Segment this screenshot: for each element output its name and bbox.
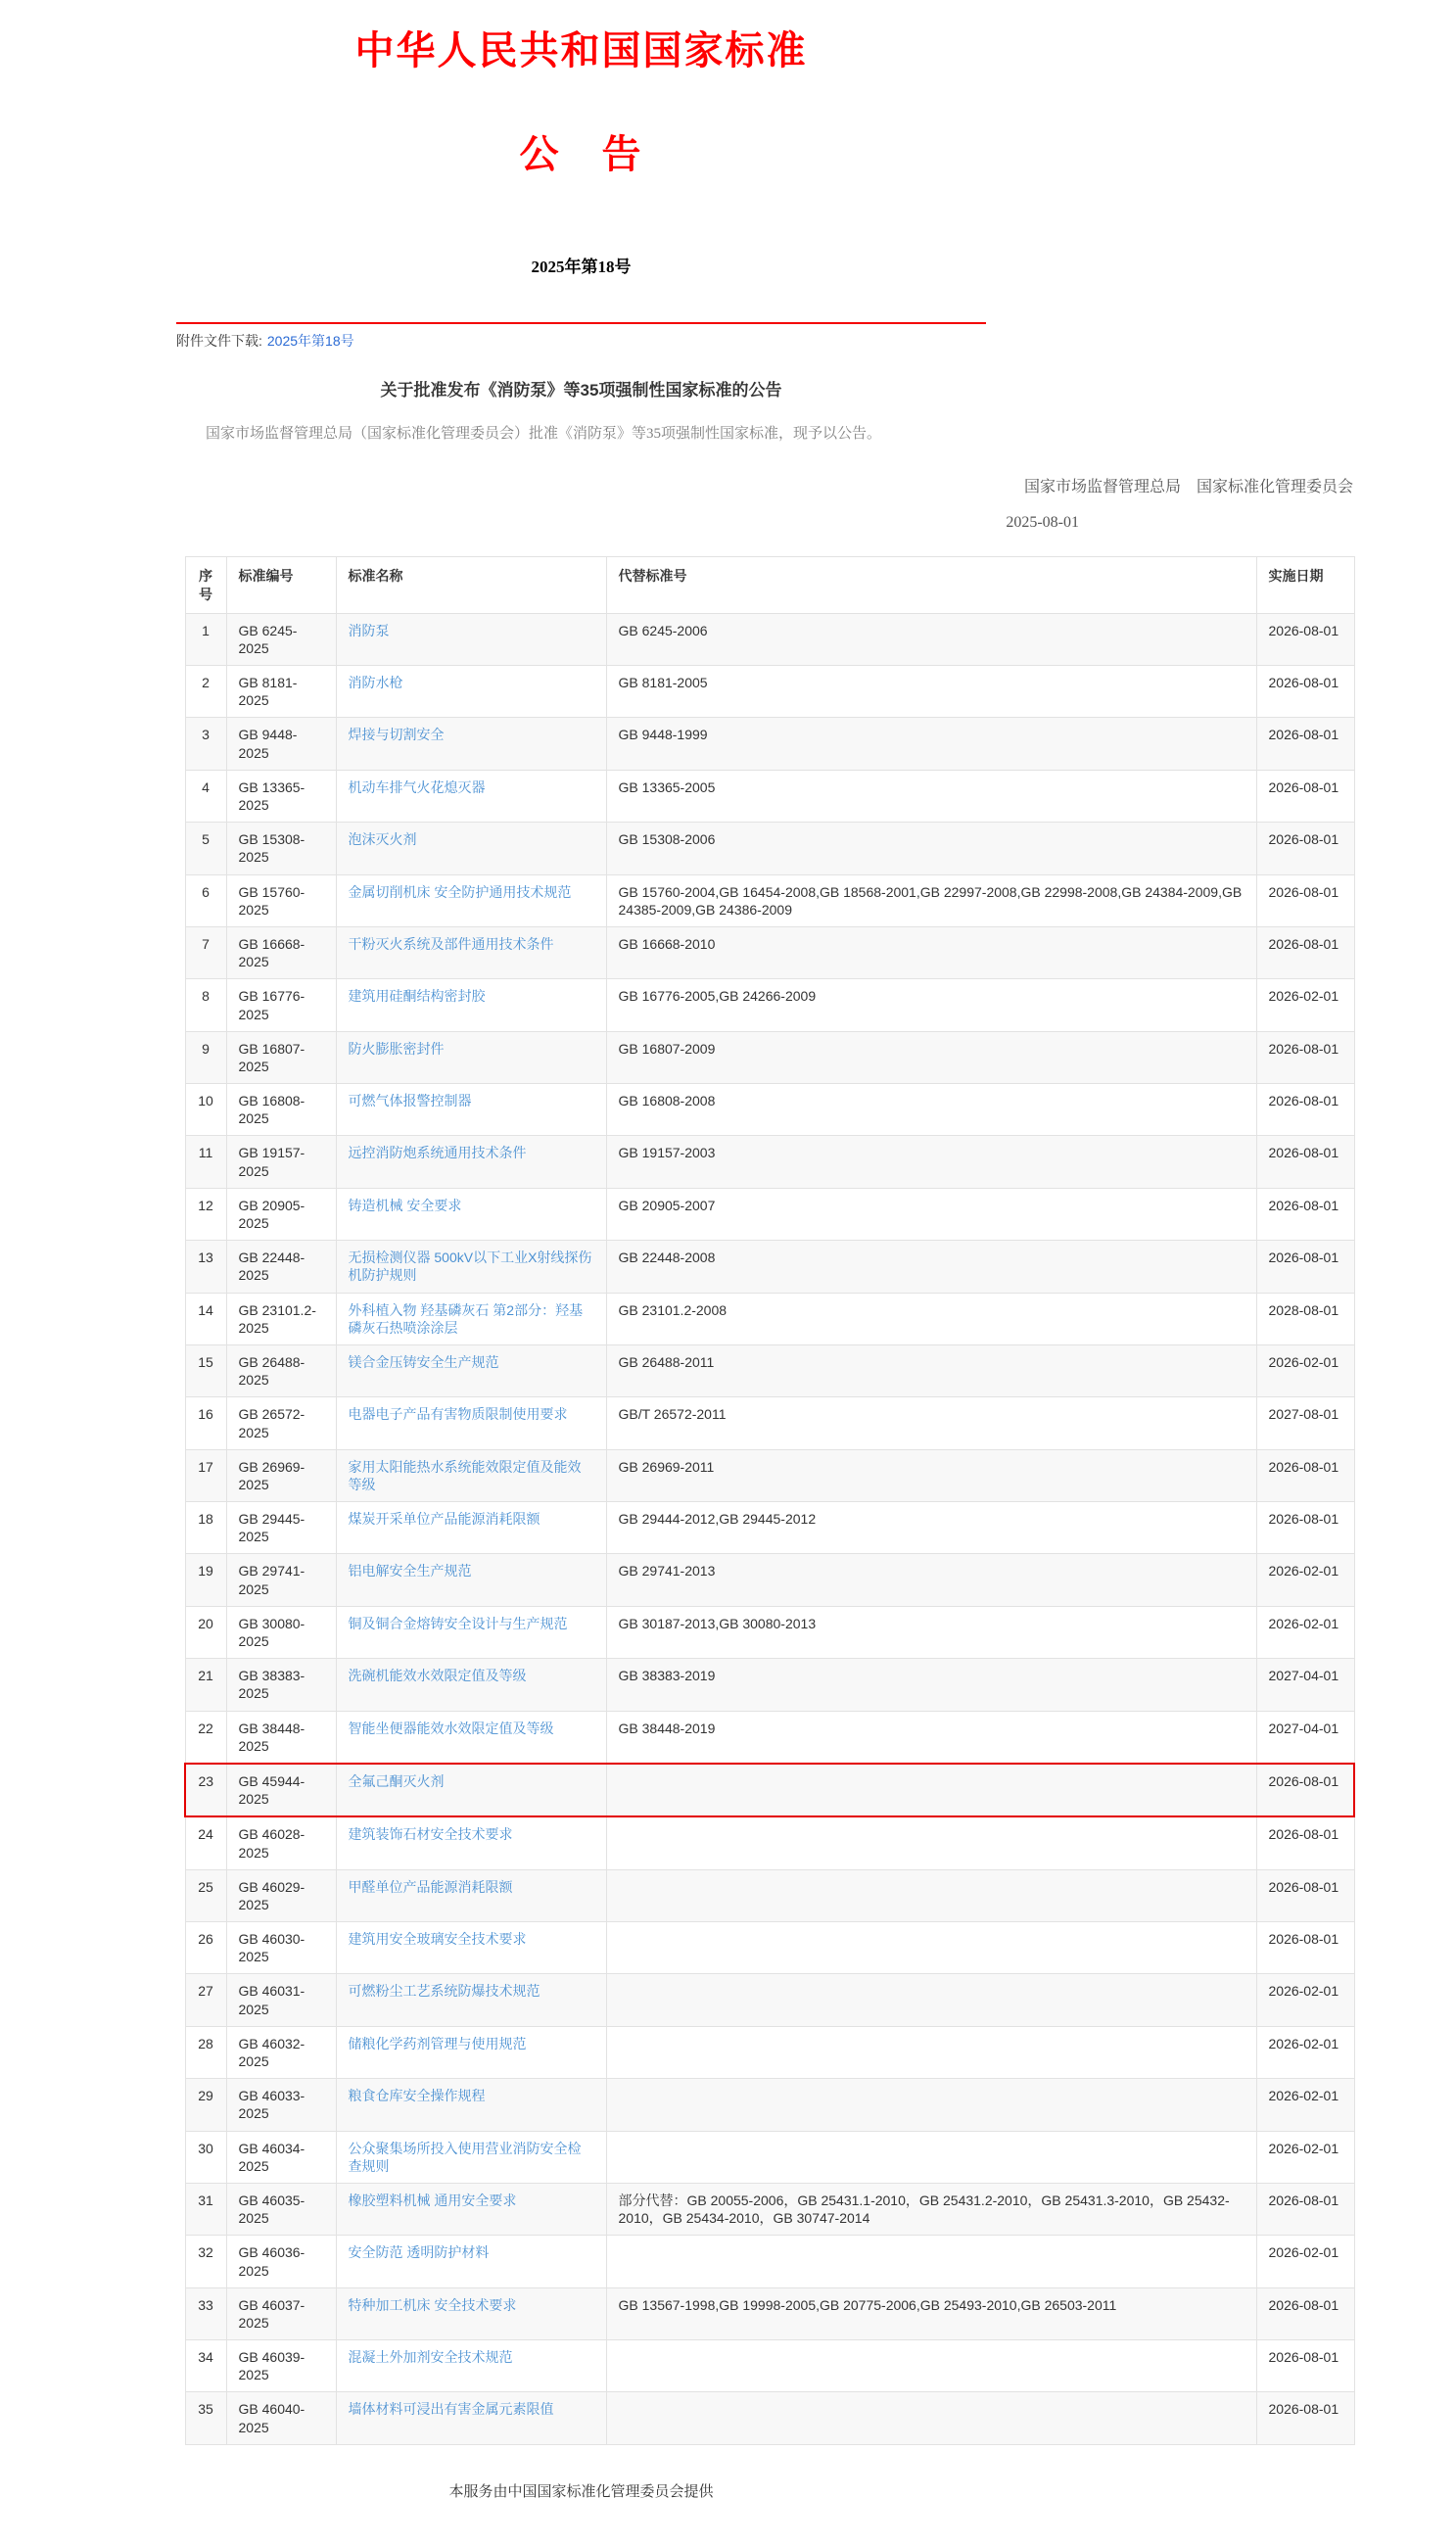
- standard-name-link[interactable]: 煤炭开采单位产品能源消耗限额: [348, 1511, 540, 1528]
- table-row: [185, 613, 1354, 665]
- replaced-standards: GB 19157-2003: [606, 1136, 1256, 1188]
- row-index: 18: [185, 1502, 226, 1554]
- row-index: 26: [185, 1922, 226, 1974]
- header-standard-name: 标准名称: [336, 557, 606, 613]
- implementation-date: 2026-08-01: [1256, 1136, 1354, 1188]
- standard-code: GB 46037-2025: [226, 2287, 336, 2339]
- row-index: 2: [185, 666, 226, 718]
- attachment-link[interactable]: 2025年第18号: [266, 333, 354, 349]
- header-replaced-standards: 代替标准号: [606, 557, 1256, 613]
- replaced-standards: [606, 2131, 1256, 2183]
- footer-column: [176, 2480, 986, 2546]
- replaced-standards: GB 13365-2005: [606, 770, 1256, 822]
- announcement-page: [0, 29, 1456, 2546]
- standard-name-cell: [336, 1764, 606, 1816]
- standard-code: GB 46032-2025: [226, 2026, 336, 2078]
- standard-name-cell: [336, 823, 606, 874]
- standard-code: GB 46040-2025: [226, 2392, 336, 2444]
- standard-code: GB 46036-2025: [226, 2236, 336, 2287]
- implementation-date: 2026-08-01: [1256, 1816, 1354, 1869]
- implementation-date: 2026-08-01: [1256, 1241, 1354, 1293]
- table-row: [185, 926, 1354, 978]
- standard-name-link[interactable]: 特种加工机床 安全技术要求: [348, 2296, 517, 2313]
- implementation-date: 2026-08-01: [1256, 823, 1354, 874]
- replaced-standards: GB 23101.2-2008: [606, 1293, 1256, 1344]
- standard-code: GB 19157-2025: [226, 1136, 336, 1188]
- replaced-standards: GB 16807-2009: [606, 1031, 1256, 1083]
- row-index: 9: [185, 1031, 226, 1083]
- replaced-standards: GB 16776-2005,GB 24266-2009: [606, 979, 1256, 1031]
- standard-name-link[interactable]: 橡胶塑料机械 通用安全要求: [348, 2192, 517, 2208]
- implementation-date: 2026-08-01: [1256, 2287, 1354, 2339]
- replaced-standards: [606, 1869, 1256, 1921]
- standard-name-cell: [336, 2079, 606, 2131]
- standard-name-link[interactable]: 储粮化学药剂管理与使用规范: [348, 2035, 527, 2051]
- row-index: 17: [185, 1449, 226, 1501]
- table-row: [185, 874, 1354, 926]
- standard-name-link[interactable]: 可燃粉尘工艺系统防爆技术规范: [348, 1983, 540, 2000]
- row-index: 14: [185, 1293, 226, 1344]
- row-index: 31: [185, 2183, 226, 2235]
- implementation-date: 2026-08-01: [1256, 1084, 1354, 1136]
- attachment-label: 附件文件下载:: [176, 333, 262, 349]
- standard-name-link[interactable]: 金属切削机床 安全防护通用技术规范: [348, 883, 572, 900]
- implementation-date: 2026-08-01: [1256, 718, 1354, 770]
- table-row: [185, 1188, 1354, 1240]
- table-row: [185, 1136, 1354, 1188]
- implementation-date: 2026-08-01: [1256, 1188, 1354, 1240]
- row-index: 25: [185, 1869, 226, 1921]
- replaced-standards: GB 26969-2011: [606, 1449, 1256, 1501]
- standard-name-link[interactable]: 机动车排气火花熄灭器: [348, 778, 486, 795]
- table-row: [185, 1554, 1354, 1606]
- standard-name-link[interactable]: 洗碗机能效水效限定值及等级: [348, 1668, 527, 1684]
- implementation-date: 2027-04-01: [1256, 1659, 1354, 1711]
- row-index: 8: [185, 979, 226, 1031]
- row-index: 32: [185, 2236, 226, 2287]
- replaced-standards: GB 8181-2005: [606, 666, 1256, 718]
- standard-name-cell: [336, 1816, 606, 1869]
- standard-name-link[interactable]: 家用太阳能热水系统能效限定值及能效等级: [348, 1458, 582, 1492]
- table-row: [185, 718, 1354, 770]
- standard-name-link[interactable]: 墙体材料可浸出有害金属元素限值: [348, 2401, 554, 2418]
- row-index: 16: [185, 1397, 226, 1449]
- row-index: 3: [185, 718, 226, 770]
- replaced-standards: GB 29741-2013: [606, 1554, 1256, 1606]
- implementation-date: 2026-08-01: [1256, 1449, 1354, 1501]
- table-row: [185, 1974, 1354, 2026]
- implementation-date: 2026-02-01: [1256, 1344, 1354, 1396]
- standard-name-cell: [336, 1136, 606, 1188]
- standard-name-cell: [336, 1711, 606, 1764]
- table-row: [185, 2392, 1354, 2444]
- standard-name-cell: [336, 1554, 606, 1606]
- standard-name-cell: [336, 1031, 606, 1083]
- table-row: [185, 1659, 1354, 1711]
- row-index: 33: [185, 2287, 226, 2339]
- standard-code: GB 15308-2025: [226, 823, 336, 874]
- standard-code: GB 6245-2025: [226, 613, 336, 665]
- standard-name-link[interactable]: 铸造机械 安全要求: [348, 1197, 462, 1213]
- standard-name-link[interactable]: 焊接与切割安全: [348, 727, 445, 743]
- row-index: 4: [185, 770, 226, 822]
- standard-name-link[interactable]: 消防泵: [348, 622, 390, 638]
- table-row: [185, 1816, 1354, 1869]
- row-index: 11: [185, 1136, 226, 1188]
- table-row: [185, 770, 1354, 822]
- standard-code: GB 38448-2025: [226, 1711, 336, 1764]
- replaced-standards: GB 16808-2008: [606, 1084, 1256, 1136]
- replaced-standards: [606, 1816, 1256, 1869]
- table-row: [185, 1397, 1354, 1449]
- standard-name-cell: [336, 666, 606, 718]
- standard-name-link[interactable]: 防火膨胀密封件: [348, 1040, 445, 1057]
- table-row: [185, 2340, 1354, 2392]
- header-implementation-date: 实施日期: [1256, 557, 1354, 613]
- implementation-date: 2026-02-01: [1256, 979, 1354, 1031]
- standard-code: GB 38383-2025: [226, 1659, 336, 1711]
- standard-name-link[interactable]: 外科植入物 羟基磷灰石 第2部分：羟基磷灰石热喷涂涂层: [348, 1301, 584, 1336]
- page-title: 中华人民共和国国家标准: [354, 28, 808, 72]
- implementation-date: 2026-02-01: [1256, 2026, 1354, 2078]
- replaced-standards: 部分代替：GB 20055-2006，GB 25431.1-2010，GB 25431.2-2010，GB 25431.3-2010，GB 25432-2010，GB 25434-2010，GB 30747-2014: [606, 2183, 1256, 2235]
- standard-name-cell: [336, 1922, 606, 1974]
- table-row: [185, 1241, 1354, 1293]
- standard-code: GB 46033-2025: [226, 2079, 336, 2131]
- standard-name-cell: [336, 1502, 606, 1554]
- standard-name-cell: [336, 1293, 606, 1344]
- implementation-date: 2026-02-01: [1256, 1554, 1354, 1606]
- issue-date: 2025-08-01: [1006, 514, 1079, 532]
- issue-number: 2025年第18号: [531, 258, 632, 276]
- standard-name-link[interactable]: 安全防范 透明防护材料: [348, 2244, 490, 2261]
- standard-name-cell: [336, 1084, 606, 1136]
- row-index: 21: [185, 1659, 226, 1711]
- header-column: [176, 29, 986, 445]
- row-index: 13: [185, 1241, 226, 1293]
- standard-name-cell: [336, 1344, 606, 1396]
- standard-name-cell: [336, 1449, 606, 1501]
- replaced-standards: GB 6245-2006: [606, 613, 1256, 665]
- announcement-body: 国家市场监督管理总局（国家标准化管理委员会）批准《消防泵》等35项强制性国家标准，现予以公告。: [206, 425, 882, 442]
- table-row: [185, 1711, 1354, 1764]
- standard-name-cell: [336, 1241, 606, 1293]
- table-column: [184, 474, 1353, 2445]
- row-index: 1: [185, 613, 226, 665]
- replaced-standards: GB 16668-2010: [606, 926, 1256, 978]
- row-index: 15: [185, 1344, 226, 1396]
- standard-name-link[interactable]: 电器电子产品有害物质限制使用要求: [348, 1406, 568, 1423]
- replaced-standards: GB 13567-1998,GB 19998-2005,GB 20775-2006,GB 25493-2010,GB 26503-2011: [606, 2287, 1256, 2339]
- row-index: 5: [185, 823, 226, 874]
- table-row: [185, 666, 1354, 718]
- standard-name-link[interactable]: 粮食仓库安全操作规程: [348, 2088, 486, 2104]
- table-row: [185, 2079, 1354, 2131]
- standard-code: GB 29741-2025: [226, 1554, 336, 1606]
- replaced-standards: GB 15760-2004,GB 16454-2008,GB 18568-2001,GB 22997-2008,GB 22998-2008,GB 24384-2009,GB 24385-2009,GB 24386-2009: [606, 874, 1256, 926]
- replaced-standards: GB 29444-2012,GB 29445-2012: [606, 1502, 1256, 1554]
- red-divider: [176, 322, 986, 324]
- replaced-standards: [606, 1974, 1256, 2026]
- standard-code: GB 46035-2025: [226, 2183, 336, 2235]
- implementation-date: 2026-08-01: [1256, 1031, 1354, 1083]
- implementation-date: 2026-02-01: [1256, 2236, 1354, 2287]
- row-index: 28: [185, 2026, 226, 2078]
- row-index: 35: [185, 2392, 226, 2444]
- standard-code: GB 22448-2025: [226, 1241, 336, 1293]
- implementation-date: 2026-08-01: [1256, 1502, 1354, 1554]
- replaced-standards: [606, 2392, 1256, 2444]
- replaced-standards: GB 20905-2007: [606, 1188, 1256, 1240]
- replaced-standards: GB 38383-2019: [606, 1659, 1256, 1711]
- row-index: 22: [185, 1711, 226, 1764]
- table-row: [185, 1606, 1354, 1658]
- replaced-standards: GB 38448-2019: [606, 1711, 1256, 1764]
- standard-code: GB 45944-2025: [226, 1764, 336, 1816]
- standard-name-link[interactable]: 铝电解安全生产规范: [348, 1563, 472, 1579]
- standard-name-link[interactable]: 甲醛单位产品能源消耗限额: [348, 1878, 513, 1895]
- standard-code: GB 46028-2025: [226, 1816, 336, 1869]
- row-index: 10: [185, 1084, 226, 1136]
- implementation-date: 2026-08-01: [1256, 2392, 1354, 2444]
- standard-name-link[interactable]: 可燃气体报警控制器: [348, 1093, 472, 1109]
- standard-code: GB 46029-2025: [226, 1869, 336, 1921]
- row-index: 24: [185, 1816, 226, 1869]
- table-row: [185, 2131, 1354, 2183]
- standard-name-cell: [336, 2183, 606, 2235]
- row-index: 19: [185, 1554, 226, 1606]
- implementation-date: 2026-08-01: [1256, 666, 1354, 718]
- implementation-date: 2026-08-01: [1256, 2340, 1354, 2392]
- standard-code: GB 20905-2025: [226, 1188, 336, 1240]
- implementation-date: 2026-08-01: [1256, 874, 1354, 926]
- replaced-standards: [606, 2236, 1256, 2287]
- standard-name-link[interactable]: 干粉灭火系统及部件通用技术条件: [348, 935, 554, 952]
- table-row: [185, 1869, 1354, 1921]
- standard-code: GB 16807-2025: [226, 1031, 336, 1083]
- standard-name-link[interactable]: 建筑用硅酮结构密封胶: [348, 988, 486, 1005]
- implementation-date: 2027-08-01: [1256, 1397, 1354, 1449]
- replaced-standards: GB 30187-2013,GB 30080-2013: [606, 1606, 1256, 1658]
- replaced-standards: [606, 2079, 1256, 2131]
- standard-name-link[interactable]: 铜及铜合金熔铸安全设计与生产规范: [348, 1615, 568, 1631]
- implementation-date: 2026-02-01: [1256, 2079, 1354, 2131]
- implementation-date: 2026-08-01: [1256, 1869, 1354, 1921]
- table-body: [185, 613, 1354, 2444]
- row-index: 20: [185, 1606, 226, 1658]
- standard-name-cell: [336, 1974, 606, 2026]
- standard-code: GB 46031-2025: [226, 1974, 336, 2026]
- implementation-date: 2026-08-01: [1256, 926, 1354, 978]
- standard-code: GB 46030-2025: [226, 1922, 336, 1974]
- replaced-standards: [606, 1764, 1256, 1816]
- standard-name-cell: [336, 613, 606, 665]
- standard-name-cell: [336, 2287, 606, 2339]
- standard-code: GB 13365-2025: [226, 770, 336, 822]
- table-row: [185, 2183, 1354, 2235]
- standard-code: GB 46039-2025: [226, 2340, 336, 2392]
- standard-name-cell: [336, 926, 606, 978]
- table-row: [185, 979, 1354, 1031]
- standard-code: GB 26488-2025: [226, 1344, 336, 1396]
- table-row: [185, 1293, 1354, 1344]
- table-row: [185, 1031, 1354, 1083]
- standard-code: GB 15760-2025: [226, 874, 336, 926]
- replaced-standards: [606, 2340, 1256, 2392]
- table-header-row: [185, 557, 1354, 613]
- table-row: [185, 2287, 1354, 2339]
- implementation-date: 2026-08-01: [1256, 613, 1354, 665]
- implementation-date: 2028-08-01: [1256, 1293, 1354, 1344]
- row-index: 29: [185, 2079, 226, 2131]
- replaced-standards: [606, 2026, 1256, 2078]
- standard-name-link[interactable]: 建筑装饰石材安全技术要求: [348, 1826, 513, 1843]
- standard-name-link[interactable]: 远控消防炮系统通用技术条件: [348, 1145, 527, 1161]
- implementation-date: 2026-08-01: [1256, 770, 1354, 822]
- table-row: [185, 1344, 1354, 1396]
- replaced-standards: GB 15308-2006: [606, 823, 1256, 874]
- row-index: 30: [185, 2131, 226, 2183]
- announcement-title: 关于批准发布《消防泵》等35项强制性国家标准的公告: [380, 380, 782, 400]
- standard-name-link[interactable]: 全氟己酮灭火剂: [348, 1772, 445, 1789]
- replaced-standards: GB 22448-2008: [606, 1241, 1256, 1293]
- standard-code: GB 29445-2025: [226, 1502, 336, 1554]
- table-row: [185, 2026, 1354, 2078]
- row-index: 34: [185, 2340, 226, 2392]
- standard-name-cell: [336, 770, 606, 822]
- standard-code: GB 26572-2025: [226, 1397, 336, 1449]
- page-subtitle: 公 告: [519, 132, 643, 176]
- header-index: 序号: [185, 557, 226, 613]
- standard-code: GB 23101.2-2025: [226, 1293, 336, 1344]
- standard-name-link[interactable]: 智能坐便器能效水效限定值及等级: [348, 1720, 554, 1736]
- standard-name-link[interactable]: 混凝土外加剂安全技术规范: [348, 2349, 513, 2366]
- standard-name-cell: [336, 2026, 606, 2078]
- row-index: 23: [185, 1764, 226, 1816]
- replaced-standards: GB 9448-1999: [606, 718, 1256, 770]
- table-row: [185, 1502, 1354, 1554]
- table-row: [185, 823, 1354, 874]
- standard-name-cell: [336, 1397, 606, 1449]
- table-row: [185, 1084, 1354, 1136]
- implementation-date: 2026-02-01: [1256, 2131, 1354, 2183]
- footer-note: 本服务由中国国家标准化管理委员会提供: [448, 2482, 714, 2500]
- standard-name-cell: [336, 718, 606, 770]
- standard-code: GB 16668-2025: [226, 926, 336, 978]
- standard-code: GB 30080-2025: [226, 1606, 336, 1658]
- standard-code: GB 8181-2025: [226, 666, 336, 718]
- standard-name-cell: [336, 1188, 606, 1240]
- standard-code: GB 16808-2025: [226, 1084, 336, 1136]
- standard-name-cell: [336, 2236, 606, 2287]
- standard-name-link[interactable]: 泡沫灭火剂: [348, 831, 417, 848]
- standard-name-cell: [336, 2340, 606, 2392]
- implementation-date: 2026-08-01: [1256, 1922, 1354, 1974]
- table-row: [185, 1449, 1354, 1501]
- standard-name-cell: [336, 1606, 606, 1658]
- standard-name-cell: [336, 874, 606, 926]
- implementation-date: 2026-08-01: [1256, 2183, 1354, 2235]
- table-row: [185, 1922, 1354, 1974]
- row-index: 27: [185, 1974, 226, 2026]
- standard-name-cell: [336, 1659, 606, 1711]
- standard-code: GB 26969-2025: [226, 1449, 336, 1501]
- standard-name-cell: [336, 1869, 606, 1921]
- attachment-row: [176, 332, 986, 352]
- standard-name-link[interactable]: 公众聚集场所投入使用营业消防安全检查规则: [348, 2140, 582, 2174]
- standard-name-cell: [336, 2392, 606, 2444]
- standard-code: GB 16776-2025: [226, 979, 336, 1031]
- replaced-standards: [606, 1922, 1256, 1974]
- standards-table: [184, 556, 1355, 2445]
- implementation-date: 2026-02-01: [1256, 1606, 1354, 1658]
- issuer-signature: 国家市场监督管理总局 国家标准化管理委员会: [1023, 479, 1353, 496]
- standard-name-link[interactable]: 镁合金压铸安全生产规范: [348, 1353, 499, 1370]
- standard-name-cell: [336, 2131, 606, 2183]
- standard-name-link[interactable]: 无损检测仪器 500kV以下工业X射线探伤机防护规则: [348, 1249, 592, 1284]
- implementation-date: 2026-08-01: [1256, 1764, 1354, 1816]
- header-standard-code: 标准编号: [226, 557, 336, 613]
- row-index: 12: [185, 1188, 226, 1240]
- standard-name-link[interactable]: 消防水枪: [348, 675, 403, 691]
- implementation-date: 2026-02-01: [1256, 1974, 1354, 2026]
- standard-name-cell: [336, 979, 606, 1031]
- table-row: [185, 2236, 1354, 2287]
- replaced-standards: GB 26488-2011: [606, 1344, 1256, 1396]
- row-index: 7: [185, 926, 226, 978]
- replaced-standards: GB/T 26572-2011: [606, 1397, 1256, 1449]
- standard-name-link[interactable]: 建筑用安全玻璃安全技术要求: [348, 1931, 527, 1948]
- standard-code: GB 46034-2025: [226, 2131, 336, 2183]
- standard-code: GB 9448-2025: [226, 718, 336, 770]
- table-row-highlighted: [185, 1764, 1354, 1816]
- implementation-date: 2027-04-01: [1256, 1711, 1354, 1764]
- row-index: 6: [185, 874, 226, 926]
